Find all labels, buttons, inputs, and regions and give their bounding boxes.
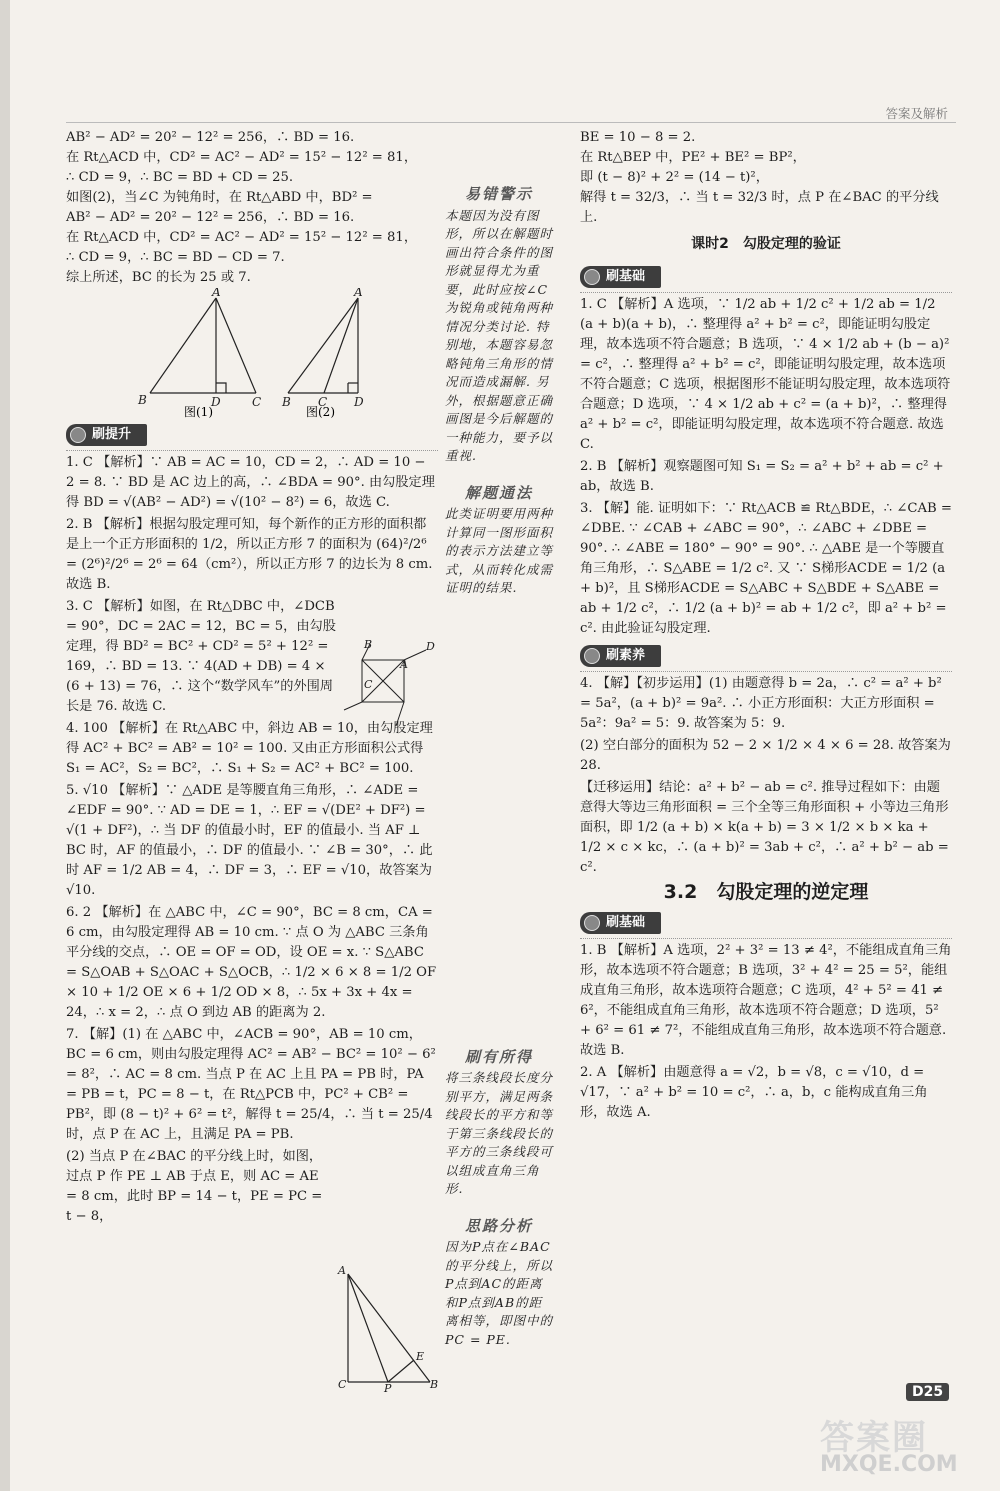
svg-text:B: B <box>364 638 373 651</box>
header-rule <box>66 122 956 123</box>
svg-text:D: D <box>354 395 364 409</box>
text-line: ∴ CD = 9，∴ BC = BD + CD = 25. <box>66 170 294 185</box>
svg-text:A: A <box>212 288 221 299</box>
answer-item: 3. C 【解析】如图，在 Rt△DBC 中，∠DCB = 90°，DC = 2AC = 12，BC = 5，由勾股定理，得 BD² = BC² + CD² = 5² + 12² = 169，∴ BD = 13. ∵ 4(AD + DB) = 4 × (6 + 13) = 76，∴ 这个“数学风车”的外围周长是 76. 故选 C. <box>66 599 336 714</box>
answer-item: (2) 当点 P 在∠BAC 的平分线上时，如图，过点 P 作 PE ⊥ AB 于点 E，则 AC = AE = 8 cm，此时 BP = 14 − t，PE = PC = t − 8， <box>66 1149 323 1224</box>
triangle-figures <box>66 288 438 418</box>
answer-item: 7. 【解】(1) 在 △ABC 中，∠ACB = 90°，AB = 10 cm，BC = 6 cm，则由勾股定理得 AC² = AB² − BC² = 10² − 6² = 8²，∴ AC = 8 cm. 当点 P 在 AC 上且 PA = PB 时，PA = PB = t，PC = 8 − t，在 Rt△PCB 中，PC² + CB² = PB²，即 (8 − t)² + 6² = t²，解得 t = 25/4，∴ 当 t = 25/4 时，点 P 在 AC 上，且满足 PA = PB. <box>66 1027 436 1142</box>
windmill-figure <box>340 636 440 736</box>
section-tag-row <box>66 418 438 451</box>
text-line: BE = 10 − 8 = 2. <box>580 130 696 145</box>
tip-box <box>445 1048 553 1199</box>
figure-1-labels <box>137 288 261 409</box>
svg-text:E: E <box>416 1350 425 1363</box>
answer-item: 1. B 【解析】A 选项，2² + 3² = 13 ≠ 4²，不能组成直角三角形，故本选项不符合题意；B 选项，3² + 4² = 25 = 5²，能组成直角三角形，故本选项符合题意；C 选项，4² + 5² = 41 ≠ 6²，不能组成直角三角形，故本选项不符合题意；D 选项，5² + 6² = 61 ≠ 7²，不能组成直角三角形，故本选项不符合题意. 故选 B. <box>580 943 952 1058</box>
page-number: D25 <box>906 1383 949 1401</box>
answer-item: 1. C 【解析】∵ AB = AC = 10，CD = 2，∴ AD = 10 − 2 = 8. ∵ BD 是 AC 边上的高，∴ ∠BDA = 90°. 由勾股定理得 BD = √(AB² − AD²) = √(10² − 8²) = 6，故选 C. <box>66 455 435 510</box>
watermark-logo: 答案圈 <box>820 1418 928 1458</box>
tag-literacy: 刷素养 <box>580 645 661 667</box>
watermark-site: MXQE.COM <box>820 1452 958 1477</box>
svg-text:C: C <box>252 395 262 409</box>
text-line: 即 (t − 8)² + 2² = (14 − t)²， <box>580 170 769 185</box>
answer-item: (2) 空白部分的面积为 52 − 2 × 1/2 × 4 × 6 = 28. 故答案为 28. <box>580 738 951 773</box>
svg-text:A: A <box>354 288 363 299</box>
text-line: 解得 t = 32/3，∴ 当 t = 32/3 时，点 P 在∠BAC 的平分线上. <box>580 190 939 225</box>
text-line: 综上所述，BC 的长为 25 或 7. <box>66 270 251 285</box>
tag-practice-up: 刷提升 <box>66 424 147 446</box>
right-column <box>580 128 952 1123</box>
tip-text: 本题因为没有图形，所以在解题时画出符合条件的图形就显得尤为重要，此时应按∠C为锐角或钝角两种情况分类讨论. 特别地，本题容易忽略钝角三角形的情况而造成漏解. 另外，根据题意正确画图是今后解题的一种能力，要予以重视. <box>445 207 554 463</box>
tips-column <box>445 185 553 1367</box>
svg-text:P: P <box>384 1382 392 1392</box>
svg-text:D: D <box>211 395 221 409</box>
figure-2 <box>288 298 358 393</box>
tip-text: 因为P点在∠BAC的平分线上，所以P点到AC的距离和P点到AB的距离相等，即图中的PC = PE. <box>445 1239 554 1347</box>
section-tag-row <box>580 639 952 672</box>
text-line: 在 Rt△BEP 中，PE² + BE² = BP²， <box>580 150 806 165</box>
answer-item: 5. √10 【解析】∵ △ADE 是等腰直角三角形，∴ ∠ADE = ∠EDF = 90°. ∵ AD = DE = 1，∴ EF = √(DE² + DF²) = √(1 + DF²)，∴ 当 DF 的值最小时，EF 的值最小. 当 AF ⊥ BC 时，AF 的值最小，∴ DF 的值最小. ∵ ∠B = 30°，∴ 此时 AF = 1/2 AB = 4，∴ DF = 3，∴ EF = √10，故答案为 √10. <box>66 783 433 898</box>
text-line: 在 Rt△ACD 中，CD² = AC² − AD² = 15² − 12² = 81， <box>66 230 418 245</box>
text-line: 如图(2)，当∠C 为钝角时，在 Rt△ABD 中，BD² = <box>66 190 373 205</box>
tip-box <box>445 1217 553 1350</box>
text-line: 在 Rt△ACD 中，CD² = AC² − AD² = 15² − 12² = 81， <box>66 150 418 165</box>
answer-item: 3. 【解】能. 证明如下：∵ Rt△ACB ≌ Rt△BDE，∴ ∠CAB = ∠DBE. ∵ ∠CAB + ∠ABC = 90°，∴ ∠ABC + ∠DBE = 90°. ∴ ∠ABE = 180° − 90° = 90°. ∴ △ABE 是一个等腰直角三角形，∴ S△ABE = 1/2 c². 又 ∵ S梯形ACDE = 1/2 (a + b)²，且 S梯形ACDE = S△ABC + S△BDE + S△ABE = ab + 1/2 c²，∴ 1/2 (a + b)² = ab + 1/2 c²，即 a² + b² = c². 由此验证勾股定理. <box>580 501 952 636</box>
figure-1 <box>150 298 256 393</box>
triangle-p-figure <box>334 1262 444 1392</box>
fig1-caption: 图(1) <box>184 405 213 418</box>
svg-text:B: B <box>430 1378 439 1391</box>
svg-text:A: A <box>338 1264 346 1277</box>
svg-text:C: C <box>318 395 328 409</box>
tip-text: 此类证明要用两种计算同一图形面积的表示方法建立等式，从而转化成需证明的结果. <box>445 506 554 595</box>
section-tag-row <box>580 260 952 293</box>
text-line: AB² − AD² = 20² − 12² = 256，∴ BD = 16. <box>66 210 355 225</box>
svg-text:C: C <box>364 678 373 691</box>
svg-text:A: A <box>400 658 408 671</box>
tip-title: 刷有所得 <box>464 1047 533 1066</box>
answer-item: 4. 【解】【初步运用】(1) 由题意得 b = 2a，∴ c² = a² + b² = 5a²，(a + b)² = 9a². ∴ 小正方形面积：大正方形面积 = 5a²：9a² = 5：9. 故答案为 5：9. <box>580 676 942 731</box>
tip-box <box>445 484 553 598</box>
answer-item: 6. 2 【解析】在 △ABC 中，∠C = 90°，BC = 8 cm，CA = 6 cm，由勾股定理得 AB = 10 cm. ∵ 点 O 为 △ABC 三条角平分线的交点，∴ OE = OF = OD，设 OE = x. ∵ S△ABC = S△OAB + S△OAC + S△OCB，∴ 1/2 × 6 × 8 = 1/2 OF × 10 + 1/2 OE × 6 + 1/2 OD × 8，∴ 5x + 3x + 4x = 24，∴ x = 2，∴ 点 O 到边 AB 的距离为 2. <box>66 905 437 1020</box>
answer-item: 【迁移运用】结论：a² + b² − ab = c². 推导过程如下：由题意得大等边三角形面积 = 三个全等三角形面积 + 小等边三角形面积，即 1/2 (a + b) × k(a + b) = 3 × 1/2 × b × ka + 1/2 × c × kc，∴ (a + b)² = 3ab + c²，∴ a² + b² − ab = c². <box>580 780 949 875</box>
svg-text:C: C <box>338 1378 347 1391</box>
tip-text: 将三条线段长度分别平方，满足两条线段长的平方和等于第三条线段长的平方的三条线段可以组成直角三角形. <box>445 1070 554 1196</box>
answer-item: 2. B 【解析】根据勾股定理可知，每个新作的正方形的面积都是上一个正方形面积的 1/2，所以正方形 7 的面积为 (64)²/2⁶ = (2⁶)²/2⁶ = 2⁶ = 64（cm²），所以正方形 7 的边长为 8 cm. 故选 B. <box>66 517 433 592</box>
triangle-figures-svg <box>66 288 438 418</box>
svg-text:B: B <box>138 393 147 407</box>
header-title: 答案及解析 <box>885 106 948 121</box>
tip-title: 易错警示 <box>464 185 533 203</box>
page-edge <box>0 0 10 1491</box>
tag-basic: 刷基础 <box>580 266 661 288</box>
tip-box <box>445 185 553 466</box>
text-line: AB² − AD² = 20² − 12² = 256，∴ BD = 16. <box>66 130 355 145</box>
tip-title: 解题通法 <box>464 483 533 502</box>
svg-text:B: B <box>282 395 291 409</box>
answer-item: 4. 100 【解析】在 Rt△ABC 中，斜边 AB = 10，由勾股定理得 AC² + BC² = AB² = 10² = 100. 又由正方形面积公式得 S₁ = AC²，S₂ = BC²，∴ S₁ + S₂ = AC² + BC² = 100. <box>66 721 433 776</box>
section-title: 3.2 勾股定理的逆定理 <box>663 881 869 903</box>
svg-text:D: D <box>426 640 435 653</box>
answer-item: 2. A 【解析】由题意得 a = √2，b = √8，c = √10，d = √17，∵ a² + b² = 10 = c²，∴ a，b，c 能构成直角三角形，故选 A. <box>580 1065 928 1120</box>
tip-title: 思路分析 <box>464 1216 533 1235</box>
answer-item: 1. C 【解析】A 选项，∵ 1/2 ab + 1/2 c² + 1/2 ab = 1/2 (a + b)(a + b)，∴ 整理得 a² + b² = c²，即能证明勾股定理，故本选项不符合题意；B 选项，∵ 4 × 1/2 ab + (b − a)² = c²，∴ 整理得 a² + b² = c²，即能证明勾股定理，故本选项不符合题意；C 选项，根据图形不能证明勾股定理，故本选项符合题意；D 选项，∵ 4 × 1/2 ab + c² = (a + b)²，∴ 整理得 a² + b² = c²，即能证明勾股定理，故本选项不符合题意. 故选 C. <box>580 297 951 452</box>
text-line: ∴ CD = 9，∴ BC = BD − CD = 7. <box>66 250 285 265</box>
answer-item: 2. B 【解析】观察题图可知 S₁ = S₂ = a² + b² + ab = c² + ab，故选 B. <box>580 459 944 494</box>
tag-basic-2: 刷基础 <box>580 912 661 934</box>
lesson-title: 课时2 勾股定理的验证 <box>691 236 841 252</box>
section-tag-row <box>580 906 952 939</box>
fig2-caption: 图(2) <box>306 405 335 418</box>
